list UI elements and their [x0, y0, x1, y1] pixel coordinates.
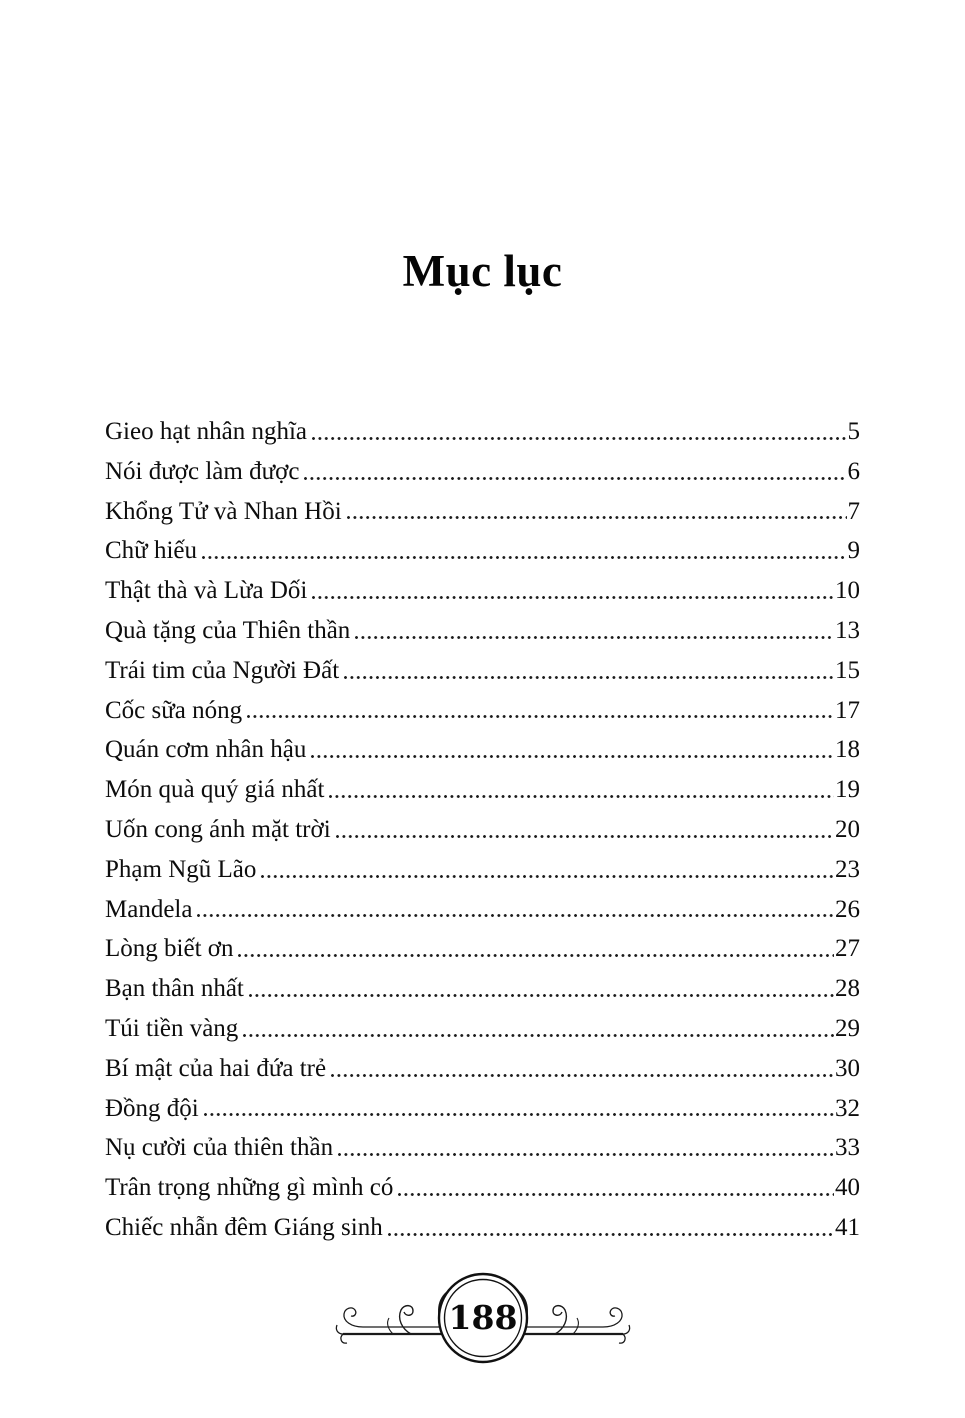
dot-leader	[344, 676, 834, 679]
toc-entry	[105, 770, 860, 810]
toc-list	[105, 412, 860, 1248]
dot-leader	[204, 1113, 834, 1116]
toc-entry	[105, 1128, 860, 1168]
dot-leader	[247, 715, 834, 718]
dot-leader	[249, 994, 834, 997]
toc-entry-title: Đồng đội	[105, 1094, 199, 1122]
toc-entry	[105, 1089, 860, 1129]
page-footer	[0, 1268, 965, 1368]
toc-entry-page: 28	[835, 975, 860, 1003]
toc-entry	[105, 492, 860, 532]
toc-entry	[105, 651, 860, 691]
dot-leader	[388, 1233, 834, 1236]
toc-entry-title: Lòng biết ơn	[105, 935, 234, 963]
dot-leader	[311, 755, 834, 758]
dot-leader	[398, 1193, 834, 1196]
toc-entry	[105, 810, 860, 850]
folio-page-number: 188	[448, 1298, 517, 1337]
toc-entry-title: Nụ cười của thiên thần	[105, 1134, 334, 1162]
dot-leader	[355, 636, 834, 639]
dot-leader	[312, 437, 846, 440]
dot-leader	[202, 556, 846, 559]
dot-leader	[238, 954, 834, 957]
toc-entry	[105, 730, 860, 770]
toc-entry	[105, 1168, 860, 1208]
toc-entry-title: Bí mật của hai đứa trẻ	[105, 1054, 327, 1082]
dot-leader	[312, 596, 834, 599]
toc-entry-title: Gieo hạt nhân nghĩa	[105, 418, 308, 445]
toc-entry-page: 33	[835, 1134, 860, 1162]
toc-entry	[105, 531, 860, 571]
flourish-divider-icon	[333, 1268, 633, 1368]
toc-entry-title: Chiếc nhẫn đêm Giáng sinh	[105, 1213, 383, 1241]
toc-entry	[105, 1049, 860, 1089]
toc-entry	[105, 890, 860, 930]
toc-entry	[105, 969, 860, 1009]
folio-ornament	[333, 1268, 633, 1368]
dot-leader	[261, 875, 834, 878]
toc-entry	[105, 611, 860, 651]
page-title: Mục lục	[402, 246, 563, 296]
toc-entry-page: 40	[835, 1174, 860, 1202]
toc-entry-page: 27	[835, 935, 860, 963]
toc-entry	[105, 850, 860, 890]
dot-leader	[331, 1074, 834, 1077]
toc-entry-title: Phạm Ngũ Lão	[105, 855, 257, 883]
toc-entry-page: 20	[835, 815, 860, 843]
toc-entry-title: Nói được làm được	[105, 457, 300, 485]
toc-entry	[105, 691, 860, 731]
toc-entry-title: Trân trọng những gì mình có	[105, 1174, 394, 1202]
toc-entry-title: Món quà quý giá nhất	[105, 776, 325, 804]
toc-entry-page: 6	[847, 457, 860, 485]
toc-entry-page: 29	[835, 1014, 860, 1042]
toc-entry-title: Quà tặng của Thiên thần	[105, 616, 351, 644]
toc-entry-page: 18	[835, 736, 860, 764]
toc-entry-title: Trái tim của Người Đất	[105, 656, 340, 684]
toc-entry	[105, 929, 860, 969]
dot-leader	[338, 1153, 834, 1156]
toc-entry-page: 17	[835, 696, 860, 724]
toc-entry-page: 13	[835, 616, 860, 644]
dot-leader	[329, 795, 834, 798]
toc-entry-page: 19	[835, 776, 860, 804]
toc-entry-title: Chữ hiếu	[105, 537, 198, 565]
toc-entry	[105, 412, 860, 452]
dot-leader	[304, 477, 846, 480]
toc-entry-page: 5	[847, 418, 860, 445]
toc-entry-page: 7	[847, 497, 860, 525]
toc-entry-title: Mandela	[105, 895, 193, 923]
toc-entry	[105, 571, 860, 611]
toc-entry-page: 10	[835, 577, 860, 605]
toc-entry-page: 23	[835, 855, 860, 883]
toc-entry-title: Bạn thân nhất	[105, 975, 244, 1003]
toc-entry	[105, 452, 860, 492]
toc-entry-title: Uốn cong ánh mặt trời	[105, 815, 331, 843]
dot-leader	[336, 835, 834, 838]
toc-entry-page: 41	[835, 1213, 860, 1241]
toc-entry-title: Thật thà và Lừa Dối	[105, 577, 308, 605]
toc-entry-title: Cốc sữa nóng	[105, 696, 243, 724]
dot-leader	[243, 1034, 834, 1037]
toc-entry-page: 30	[835, 1054, 860, 1082]
dot-leader	[197, 914, 834, 917]
toc-entry	[105, 1009, 860, 1049]
toc-entry-title: Túi tiền vàng	[105, 1014, 239, 1042]
toc-entry-title: Khổng Tử và Nhan Hồi	[105, 497, 342, 525]
toc-entry-title: Quán cơm nhân hậu	[105, 736, 307, 764]
toc-entry-page: 15	[835, 656, 860, 684]
dot-leader	[347, 516, 847, 519]
toc-entry-page: 32	[835, 1094, 860, 1122]
toc-entry-page: 26	[835, 895, 860, 923]
toc-entry	[105, 1208, 860, 1248]
toc-entry-page: 9	[847, 537, 860, 565]
